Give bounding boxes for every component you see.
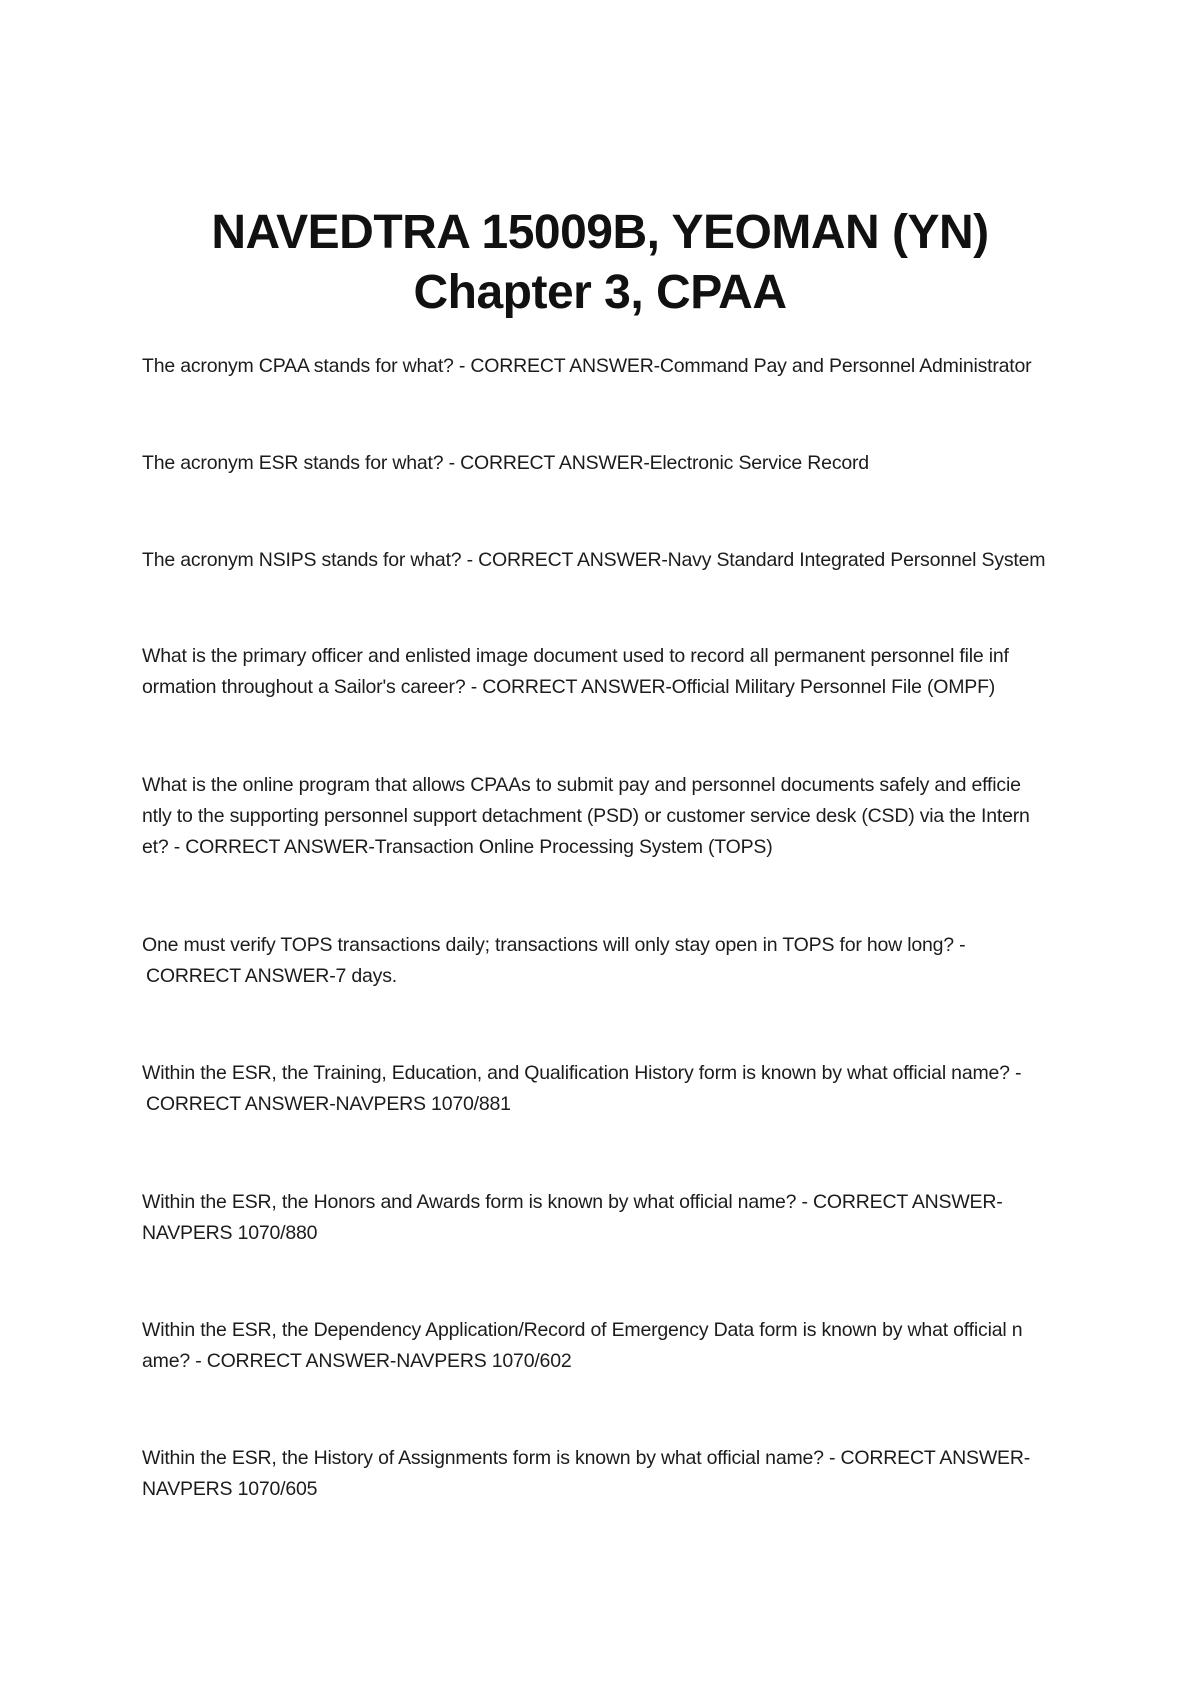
qa-line: ormation throughout a Sailor's career? - CORRECT ANSWER-Official Military Personnel File (OMPF) xyxy=(142,676,996,698)
qa-line: et? - CORRECT ANSWER-Transaction Online Processing System (TOPS) xyxy=(142,836,773,858)
qa-item-cpaa xyxy=(142,351,1062,382)
qa-line: NAVPERS 1070/605 xyxy=(142,1478,318,1500)
qa-line: CORRECT ANSWER-7 days. xyxy=(146,965,397,987)
qa-item-navpers-880 xyxy=(142,1187,1062,1249)
qa-item-navpers-605 xyxy=(142,1443,1062,1505)
qa-line: The acronym NSIPS stands for what? - CORRECT ANSWER-Navy Standard Integrated Personnel System xyxy=(142,549,1046,571)
qa-item-nsips xyxy=(142,545,1062,576)
qa-line: The acronym CPAA stands for what? - CORRECT ANSWER-Command Pay and Personnel Administrator xyxy=(142,355,1032,377)
qa-line: Within the ESR, the Honors and Awards form is known by what official name? - CORRECT ANSWER- xyxy=(142,1191,1003,1213)
qa-item-tops xyxy=(142,770,1062,863)
document-title-line1: NAVEDTRA 15009B, YEOMAN (YN) xyxy=(211,206,989,259)
document-title-line2: Chapter 3, CPAA xyxy=(413,266,787,319)
qa-line: CORRECT ANSWER-NAVPERS 1070/881 xyxy=(146,1093,511,1115)
qa-item-tops-days xyxy=(142,930,1062,992)
qa-item-ompf xyxy=(142,641,1062,703)
qa-line: Within the ESR, the Training, Education, and Qualification History form is known by what official name? - xyxy=(142,1062,1022,1084)
qa-item-esr xyxy=(142,448,1062,479)
qa-line: NAVPERS 1070/880 xyxy=(142,1222,318,1244)
qa-line: What is the online program that allows CPAAs to submit pay and personnel documents safely and efficie xyxy=(142,774,1021,796)
qa-item-navpers-881 xyxy=(142,1058,1062,1120)
qa-line: Within the ESR, the History of Assignments form is known by what official name? - CORRECT ANSWER- xyxy=(142,1447,1031,1469)
qa-line: What is the primary officer and enlisted image document used to record all permanent personnel file inf xyxy=(142,645,1009,667)
qa-line: Within the ESR, the Dependency Application/Record of Emergency Data form is known by what official n xyxy=(142,1319,1023,1341)
qa-line: One must verify TOPS transactions daily; transactions will only stay open in TOPS for how long? - xyxy=(142,934,966,956)
qa-line: The acronym ESR stands for what? - CORRECT ANSWER-Electronic Service Record xyxy=(142,452,869,474)
qa-item-navpers-602 xyxy=(142,1315,1062,1377)
qa-line: ntly to the supporting personnel support detachment (PSD) or customer service desk (CSD) via the Intern xyxy=(142,805,1030,827)
qa-line: ame? - CORRECT ANSWER-NAVPERS 1070/602 xyxy=(142,1350,572,1372)
